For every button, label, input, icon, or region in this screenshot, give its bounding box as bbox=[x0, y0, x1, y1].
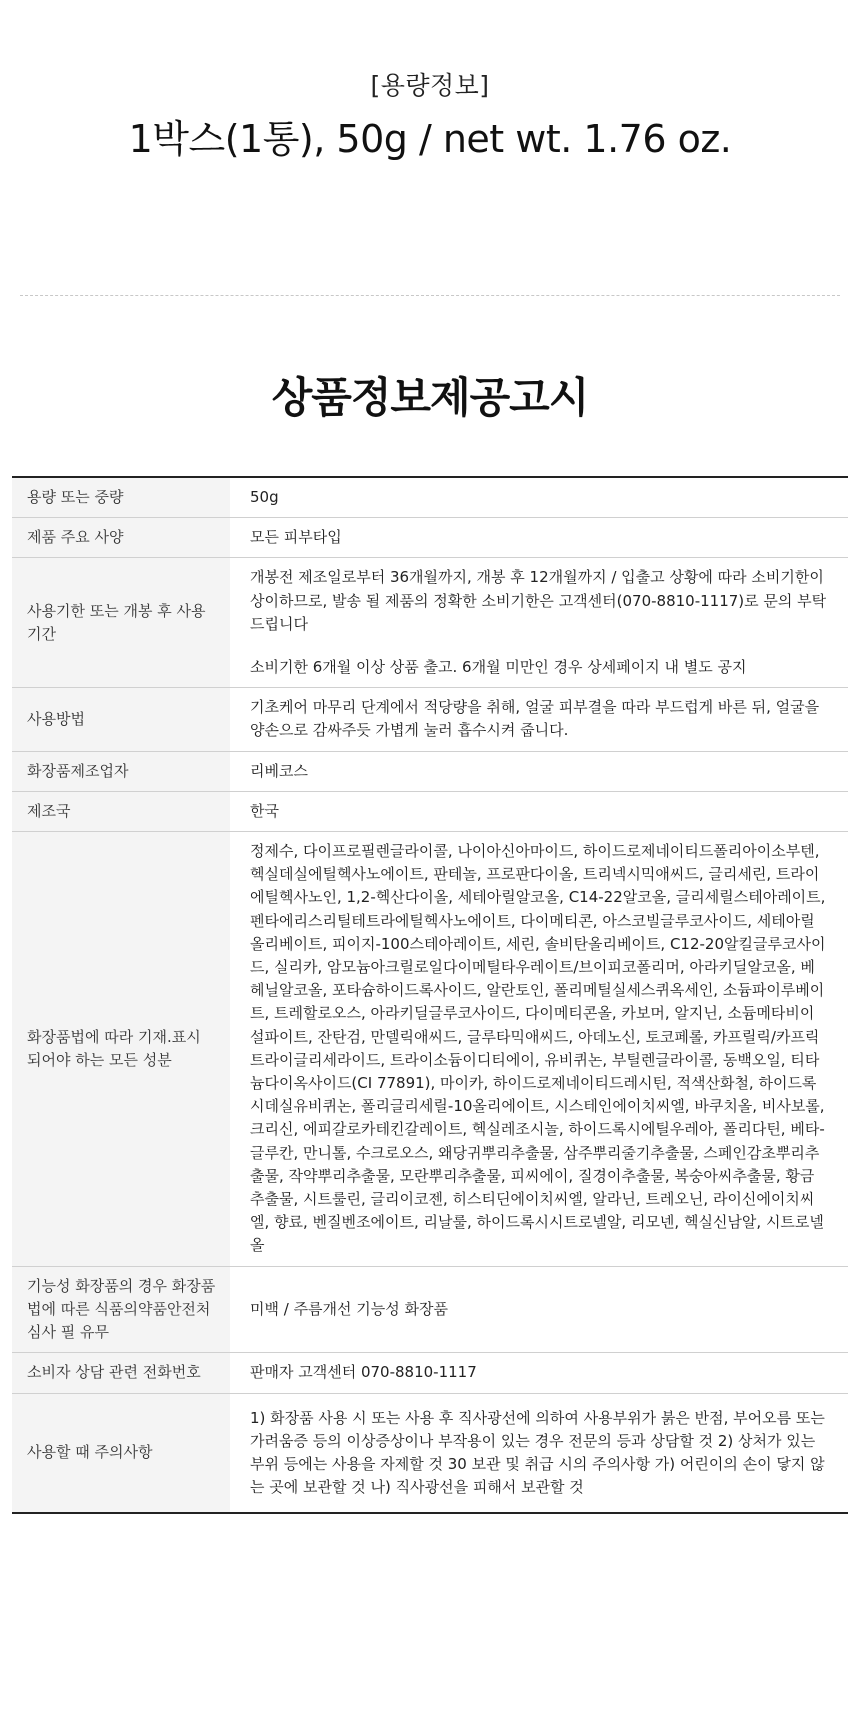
table-row bbox=[12, 1353, 848, 1393]
table-row bbox=[12, 1393, 848, 1513]
row-label: 제품 주요 사양 bbox=[12, 518, 230, 558]
section-title: 상품정보제공고시 bbox=[271, 373, 589, 422]
dashed-divider bbox=[20, 295, 840, 296]
row-label: 화장품제조업자 bbox=[12, 751, 230, 791]
row-label: 사용방법 bbox=[12, 688, 230, 751]
row-value: 판매자 고객센터 070-8810-1117 bbox=[230, 1353, 848, 1393]
product-info-table bbox=[12, 476, 848, 1514]
table-row bbox=[12, 832, 848, 1267]
row-value: 리베코스 bbox=[230, 751, 848, 791]
table-row bbox=[12, 477, 848, 518]
expiry-note: 소비기한 6개월 이상 상품 출고. 6개월 미만인 경우 상세페이지 내 별도 공지 bbox=[250, 658, 747, 677]
table-row bbox=[12, 688, 848, 751]
row-label: 소비자 상담 관련 전화번호 bbox=[12, 1353, 230, 1393]
row-label: 기능성 화장품의 경우 화장품법에 따른 식품의약품안전처 심사 필 유무 bbox=[12, 1266, 230, 1353]
row-value bbox=[230, 558, 848, 688]
row-label: 사용할 때 주의사항 bbox=[12, 1393, 230, 1513]
row-label: 제조국 bbox=[12, 791, 230, 831]
row-label: 사용기한 또는 개봉 후 사용기간 bbox=[12, 558, 230, 688]
ingredients-value: 정제수, 다이프로필렌글라이콜, 나이아신아마이드, 하이드로제네이티드폴리아이소부텐, 헥실데실에틸헥사노에이트, 판테놀, 프로판다이올, 트리넥시믹애씨드, 글리세린, 트라이에틸헥사노인, 1,2-헥산다이올, 세테아릴알코올, C14-22알코올, 글리세릴스테아레이트, 펜타에리스리틸테트라에틸헥사노에이트, 다이메티콘, 아스코빌글루코사이드, 세테아릴올리베이트, 피이지-100스테아레이트, 세린, 솔비탄올리베이트, C12-20알킬글루코사이드, 실리카, 암모늄아크릴로일다이메틸타우레이트/브이피코폴리머, 아라키딜알코올, 베헤닐알코올, 포타슘하이드록사이드, 알란토인, 폴리메틸실세스퀴옥세인, 소듐파이루베이트, 트레할로오스, 아라키딜글루코사이드, 다이메티콘올, 카보머, 알지닌, 소듐메타비이설파이트, 잔탄검, 만델릭애씨드, 글루타믹애씨드, 아데노신, 토코페롤, 카프릴릭/카프릭트라이글리세라이드, 트라이소듐이디티에이, 유비퀴논, 부틸렌글라이콜, 동백오일, 티타늄다이옥사이드(CI 77891), 마이카, 하이드로제네이티드레시틴, 적색산화철, 하이드록시데실유비퀴논, 폴리글리세릴-10올리에이트, 시스테인에이치씨엘, 바쿠치올, 비사보롤, 크리신, 에피갈로카테킨갈레이트, 헥실레조시놀, 하이드록시에틸우레아, 폴리다틴, 베타-글루칸, 만니톨, 수크로오스, 왜당귀뿌리추출물, 삼주뿌리줄기추출물, 스페인감초뿌리추출물, 작약뿌리추출물, 모란뿌리추출물, 피씨에이, 질경이추출물, 복숭아씨추출물, 황금추출물, 시트룰린, 글리이코젠, 히스티딘에이치씨엘, 알라닌, 트레오닌, 라이신에이치씨엘, 향료, 벤질벤조에이트, 리날룰, 하이드록시시트로넬알, 리모넨, 헥실신남알, 시트로넬올 bbox=[230, 832, 848, 1267]
table-row bbox=[12, 751, 848, 791]
row-value: 한국 bbox=[230, 791, 848, 831]
table-row bbox=[12, 791, 848, 831]
table-row bbox=[12, 558, 848, 688]
row-value: 50g bbox=[230, 477, 848, 518]
row-label: 화장품법에 따라 기재.표시 되어야 하는 모든 성분 bbox=[12, 832, 230, 1267]
row-value: 1) 화장품 사용 시 또는 사용 후 직사광선에 의하여 사용부위가 붉은 반점, 부어오름 또는 가려움증 등의 이상증상이나 부작용이 있는 경우 전문의 등과 상담할 것 2) 상처가 있는 부위 등에는 사용을 자제할 것 30 보관 및 취급 시의 주의사항 가) 어린이의 손이 닿지 않는 곳에 보관할 것 나) 직사광선을 피해서 보관할 것 bbox=[250, 1408, 825, 1497]
table-row bbox=[12, 518, 848, 558]
row-value: 모든 피부타입 bbox=[230, 518, 848, 558]
volume-info-value: 1박스(1통), 50g / net wt. 1.76 oz. bbox=[128, 117, 732, 161]
expiry-text: 개봉전 제조일로부터 36개월까지, 개봉 후 12개월까지 / 입출고 상황에 따라 소비기한이 상이하므로, 발송 될 제품의 정확한 소비기한은 고객센터(070-8810-1117)로 문의 부탁드립니다 bbox=[250, 568, 827, 633]
row-label: 용량 또는 중량 bbox=[12, 477, 230, 518]
row-value: 미백 / 주름개선 기능성 화장품 bbox=[230, 1266, 848, 1353]
row-value: 기초케어 마무리 단계에서 적당량을 취해, 얼굴 피부결을 따라 부드럽게 바른 뒤, 얼굴을 양손으로 감싸주듯 가볍게 눌러 흡수시켜 줍니다. bbox=[230, 688, 848, 751]
table-row bbox=[12, 1266, 848, 1353]
volume-info-label: [용량정보] bbox=[370, 71, 490, 100]
spacer bbox=[250, 636, 828, 656]
